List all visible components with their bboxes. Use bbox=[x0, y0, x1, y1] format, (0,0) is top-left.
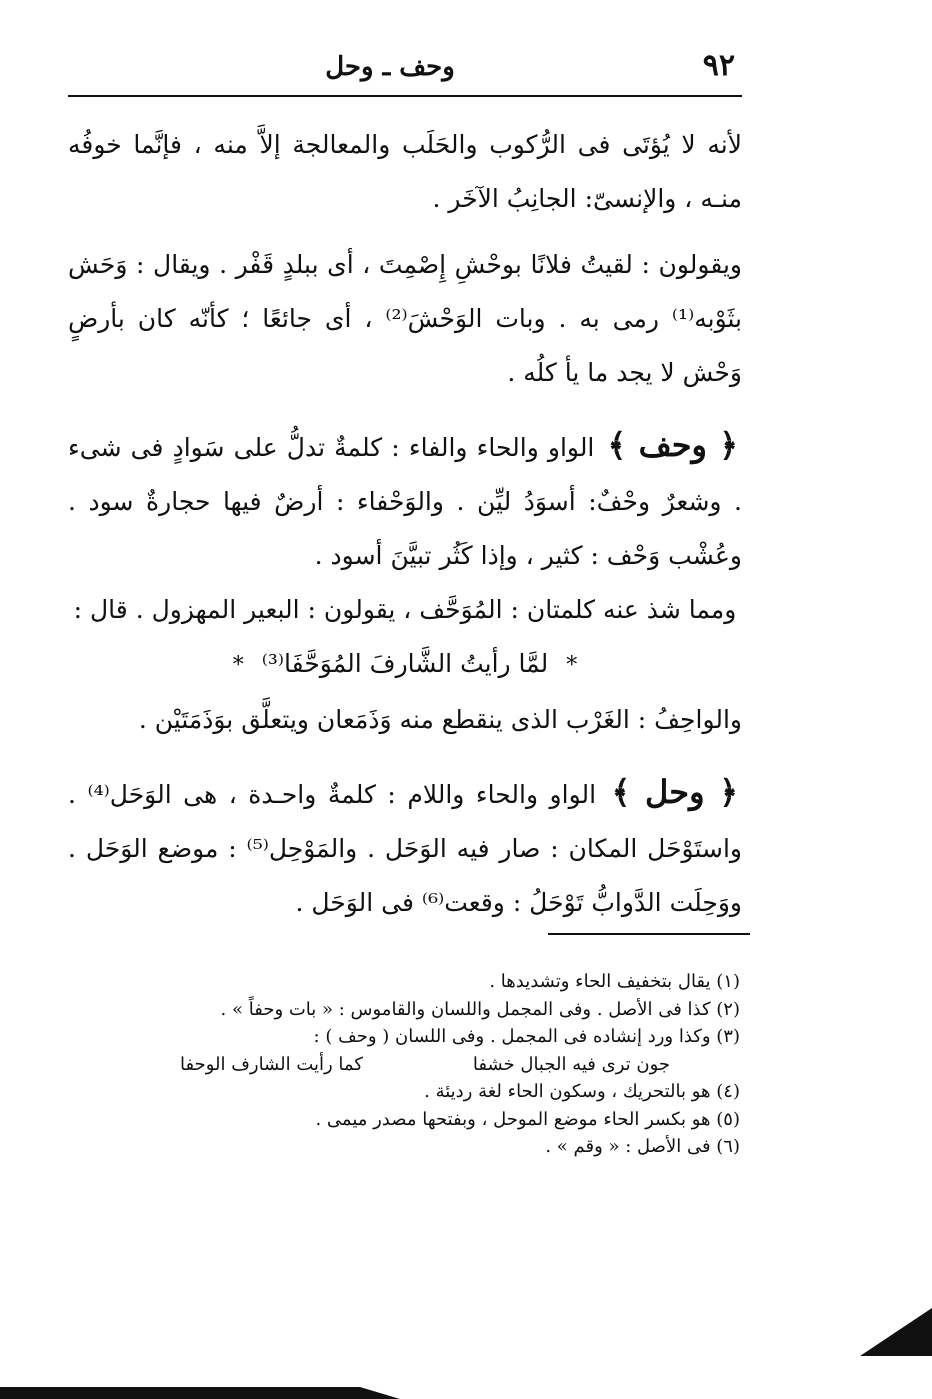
verse-line bbox=[68, 637, 742, 693]
main-text bbox=[68, 118, 742, 930]
headword-wahf: ﴿ وحف ﴾ bbox=[607, 426, 739, 464]
verse-star-left: * bbox=[232, 653, 244, 678]
entry-wahl bbox=[68, 765, 742, 930]
footnote-4: (٤) هو بالتحريك ، وسكون الحاء لغة رديئة . bbox=[424, 1081, 740, 1102]
running-title: وحف ـ وحل bbox=[325, 52, 455, 82]
footnote-5: (٥) هو بكسر الحاء موضع الموحل ، وبفتحها مصدر ميمى . bbox=[315, 1108, 740, 1130]
entry-wahl-text: الواو والحاء واللام : كلمةٌ واحـدة ، هى الوَحَل⁽⁴⁾ . واستَوْحَل المكان : صار فيه الوَحَل . والمَوْحِل⁽⁵⁾ : موضع الوَحَل . ووَحِلَت الدَّوابُّ تَوْحَلُ : وقعت⁽⁶⁾ فى الوَحَل . bbox=[68, 780, 742, 917]
page-number: ٩٢ bbox=[702, 48, 735, 83]
headword-wahl: ﴿ وحل ﴾ bbox=[611, 773, 738, 811]
footnote-verse-first: جون ترى فيه الجبال خشفا bbox=[472, 1053, 670, 1075]
paragraph-3: والواحِفُ : الغَرْب الذى ينقطع منه وَذَمَعان ويتعلَّق بوَذَمَتَيْن . bbox=[138, 705, 742, 734]
scan-bottom-edge bbox=[0, 1387, 400, 1399]
footnote-separator bbox=[548, 933, 750, 935]
footnote-verse bbox=[180, 1051, 740, 1079]
footnote-verse-second: كما رأيت الشارف الوحفا bbox=[180, 1053, 363, 1075]
footnote-6: (٦) فى الأصل : « وقم » . bbox=[545, 1136, 740, 1157]
verse-star-right: * bbox=[566, 653, 578, 678]
footnote-3: (٣) وكذا ورد إنشاده فى المجمل . وفى اللسان ( وحف ) : bbox=[313, 1026, 740, 1047]
paragraph-1: لأنه لا يُؤتَى فى الرُّكوب والحَلَب والمعالجة إلاَّ منه ، فإنَّما خوفُه منـه ، والإنسىّ: الجانِبُ الآخَر . bbox=[68, 130, 742, 213]
paragraph-2: ويقولون : لقيتُ فلانًا بوحْشِ إِصْمِتَ ، أى ببلدٍ قَفْر . ويقال : وَحَش بثَوْبه⁽¹⁾ رمى به . وبات الوَحْشَ⁽²⁾ ، أى جائعًا ؛ كأنّه كان بأرضٍ وَحْش لا يجد ما يأ كلُه . bbox=[68, 250, 742, 387]
footnotes bbox=[180, 968, 740, 1161]
rare-words-line: ومما شذ عنه كلمتان : المُوَحَّف ، يقولون : البعير المهزول . قال : bbox=[73, 595, 737, 624]
verse-text: لمَّا رأيتُ الشَّارفَ المُوَحَّفَا⁽³⁾ bbox=[261, 649, 549, 678]
header-rule bbox=[68, 95, 742, 97]
entry-wahf-text: الواو والحاء والفاء : كلمةٌ تدلُّ على سَوادٍ فى شىء . وشعرٌ وحْفٌ: أسوَدُ ليِّن . والوَحْفاء : أرضٌ فيها حجارةٌ سود . وعُشْب وَحْف : كثير ، وإذا كَثُر تبيَّنَ أسود . bbox=[68, 433, 742, 570]
footnote-2: (٢) كذا فى الأصل . وفى المجمل واللسان والقاموس : « بات وحفاً » . bbox=[220, 998, 740, 1020]
scan-corner-shadow bbox=[860, 1308, 932, 1356]
footnote-1: (١) يقال بتخفيف الحاء وتشديدها . bbox=[489, 971, 740, 992]
entry-wahf bbox=[68, 418, 742, 583]
